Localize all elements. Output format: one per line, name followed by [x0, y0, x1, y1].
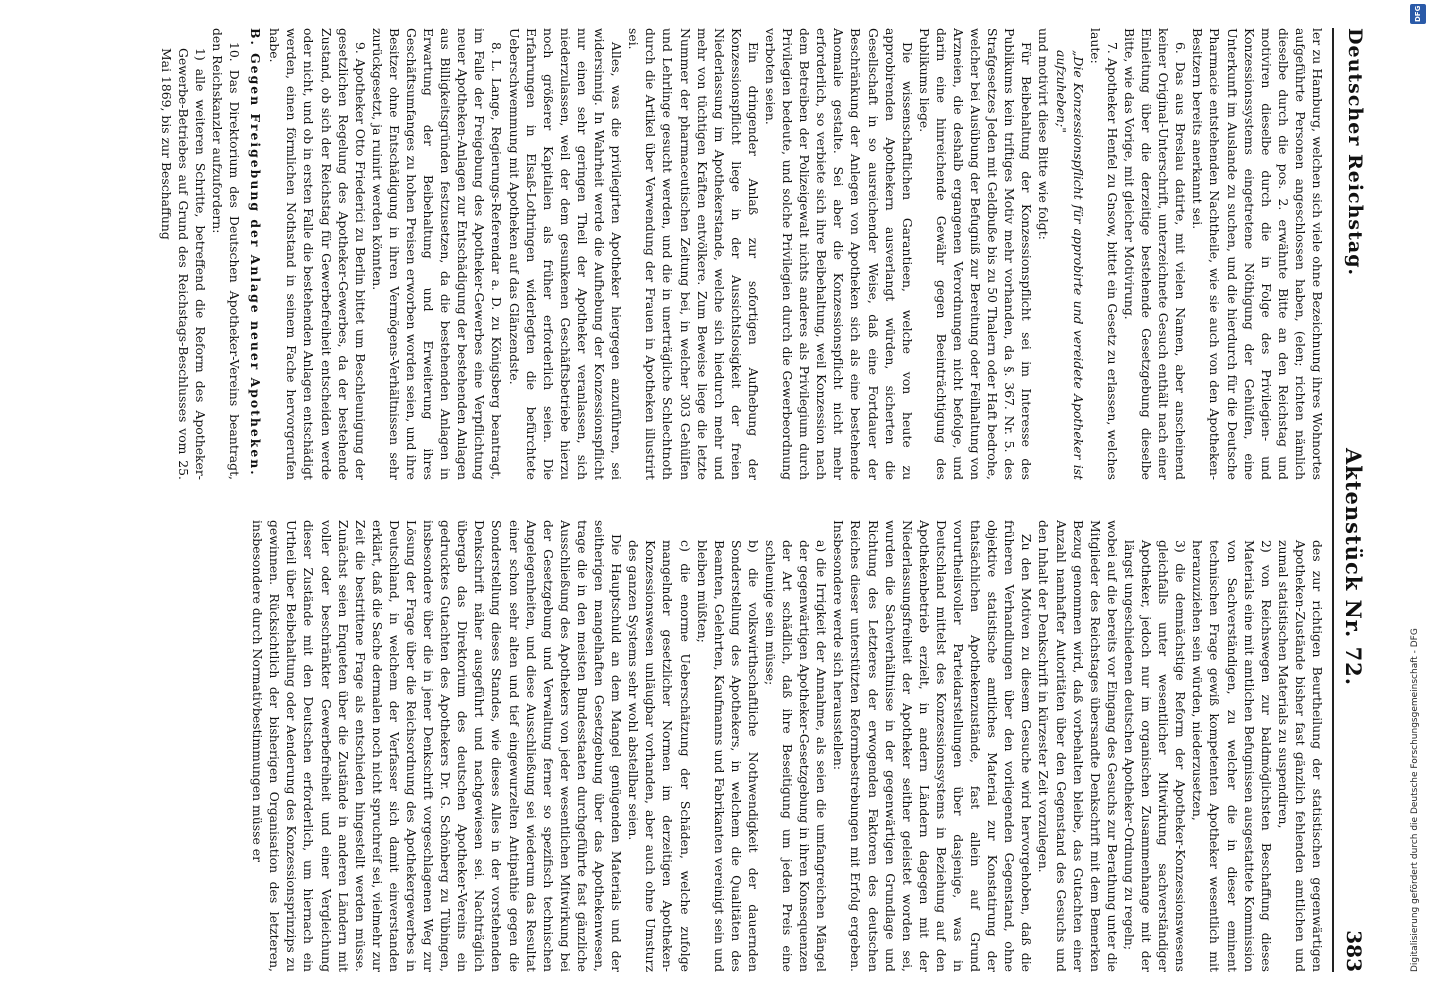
header-rule [1332, 28, 1334, 972]
text-paragraph: Alles, was die privilegirten Apotheker hiergegen anzuführen, sei widersinnig. In Wahrheit werde die Aufhebung der Konzessionspflicht nur einen sehr geringen Theil der Apotheker veranlassen, sich niederzulassen, weil der dem gesunkenen Geschäftsbetriebe hierzu noch größerer Kapitalien als früher erforderlich seien. Die Erfahrungen in Elsaß-Lothringen widerlegten die befürchtete Ueberschwemmung mit Apotheken auf das Glänzendste. [506, 28, 625, 480]
text-paragraph: 3) die demnächstige Reform der Apotheker-Konzessionswesens gleichfalls unter wesentlicher Mitwirkung sachverständiger Apotheker, jedoch nur im organischen Zusammenhange mit der längst ungeschiedenen deutschen Apotheker-Ordnung zu regeln; [1121, 540, 1189, 972]
text-paragraph: 2) von Reichswegen zur baldmöglichsten Beschaffung dieses Materials eine mit amtlichen Befugnissen ausgestattete Kommission von Sachverständigen, zu welcher die in dieser eminent technischen Frage gewiß kompetenten Apotheker wesentlich mit heranzuziehen sein würden, niederzusetzen, [1190, 540, 1274, 972]
text-paragraph: 10. Das Direktorium des Deutschen Apotheker-Vereins beantragt, den Reichskanzler aufzufordern: [210, 28, 243, 480]
text-paragraph: wobei auf die bereits vor Eingang des Gesuchs zur Berathung unter die Mitglieder des Reichstages übersandte Denkschrift mit dem Bemerken Bezug genommen wird, daß vorbehalten bleibe, das Gutachten einer Anzahl namhafter Autoritäten über den Gegenstand des Gesuchs und den Inhalt der Denkschrift in kürzester Zeit vorzulegen. [1036, 520, 1120, 972]
text-paragraph: und motivirt diese Bitte wie folgt: [1036, 28, 1052, 240]
digitization-sidebar [1408, 28, 1428, 972]
text-paragraph: 7. Apotheker Henfel zu Gnsow, bittet ein Gesetz zu erlassen, welches laute: [1087, 28, 1120, 480]
text-paragraph: a) die Irrigkeit der Annahme, als seien die umfangreichen Mängel der gegenwärtigen Apotheker-Gesetzgebung in ihren Konsequenzen der Art schädlich, daß ihre Beseitigung um jeden Preis eine schleunige sein müsse; [763, 540, 830, 972]
document-number: Aktenstück Nr. 72. [1341, 448, 1366, 687]
text-paragraph: ler zu Hamburg, welchen sich viele ohne Bezeichnung ihres Wohnortes aufgeführte Personen angeschlossen haben, (elen; richten nämlich dieselbe durch die pos. 2. erwähnte Bitte an den Reichstag und motiviren dieselbe durch die in Folge des Privilegien- und Konzessionssystems eingetretene Nöthigung der Gehülfen, eine Unterkunft im Auslande zu suchen, und die hierdurch für die Deutsche Pharmacie entstehenden Nachtheile, wie sie auch von den Apotheken-Besitzern bereits anerkannt sei. [1190, 28, 1325, 480]
text-paragraph: 9. Apotheker Otto Friederici zu Berlin bittet um Beschleunigung der gesetzlichen Regelung des Apotheker-Gewerbes, da der bestehende Zustand, ob sich der Reichstag für Gewerbefreiheit entscheiden werde oder nicht, und ob in ersten Falle die bestehenden Anlagen entschädigt werden, einen förmlichen Nothstand in seinem Fache hervorgerufen habe. [267, 28, 368, 480]
text-paragraph: Für Beibehaltung der Konzessionspflicht sei im Interesse des Publikums kein triftiges Motiv mehr vorhanden, da §. 367. Nr. 5. des Strafgesetzes Jeden mit Geldbuße bis zu 50 Thalern oder Haft bedrohe, welcher bei Ausübung der Befugniß zur Bereitung oder Feilhaltung von Arzneien, die deshalb ergangenen Verordnungen nicht befolge, und darin eine hinreichende Gewähr gegen Beeinträchtigung des Publikums liege. [916, 28, 1035, 480]
text-paragraph: Ein dringender Anlaß zur sofortigen Aufhebung der Konzessionspflicht liege in der Aussichtslosigkeit der freien Niederlassung im Apothekerstande, welche sich hiedurch mehr und mehr von tüchtigen Kräften entvölkere. Zum Beweise liege die letzte Nummer der pharmaceutischen Zeitung bei, in welcher 303 Gehülfen und Lehrlinge gesucht werden, und die in unerträgliche Schlechtnoth durch die Artikel über Verwendung der Frauen in Apotheken illustrirt sei. [626, 28, 761, 480]
text-paragraph: Die wissenschaftlichen Garantieen, welche von heute zu approbirenden Apothekern ausverlangt würden, sicherten die Gesellschaft in so ausreichender Weise, daß eine Fortdauer der Beschränkung der Anlegen von Apotheken sich als eine bestehende Anomalie gestalte. Sei aber die Konzessionspflicht nicht mehr erforderlich, so verbiete sich ihre Beibehaltung, weil Konzession nach dem Betreiben der Polizeigewalt nichts anderes als Privilegium durch Privilegien bedeute, und solche Privilegien durch die Gewerbeordnung verboten seien. [763, 28, 915, 480]
digitization-credit: Digitalisierung gefördert durch die Deutsche Forschungsgemeinschaft - DFG [1410, 628, 1420, 972]
page-number: 383 [1342, 930, 1366, 972]
running-title: Deutscher Reichstag. [1344, 28, 1366, 277]
section-heading: B. Gegen Freigebung der Anlage neuer Apotheken. [248, 28, 264, 477]
text-column-right [0, 520, 1326, 972]
dfg-logo-icon: DFG [1410, 4, 1426, 24]
text-column-left [0, 28, 1326, 480]
page-header [1336, 28, 1366, 972]
text-paragraph: 6. Das aus Breslau datirte, mit vielen Namen, aber anscheinend keiner Original-Unterschrift, unterzeichnete Gesuch enthält nach einer Einleitung über die derzeitige bestehende Gesetzgebung dieselbe Bitte, wie das Vorige, mit gleicher Motivirung. [1121, 28, 1189, 480]
text-paragraph: des zur richtigen Beurtheilung der statistischen gegenwärtigen Apotheken-Zustände bisher fast gänzlich fehlenden amtlichen und zumal statistischen Materials zu suspendiren, [1275, 540, 1325, 972]
text-paragraph: c) die enorme Ueberschätzung der Schäden, welche zufolge mangelnder gesetzlicher Normen im derzeitigen Apotheken-Konzessionswesen unläugbar vorhanden, aber auch ohne Umsturz des ganzen Systems sehr wohl abstellbar seien. [626, 540, 693, 972]
text-paragraph: „Die Konzessionspflicht für approbirte und vereidete Apotheker ist aufzuheben;" [1053, 50, 1086, 480]
text-paragraph: 1) alle weiteren Schritte, betreffend die Reform des Apotheker-Gewerbe-Betriebes auf Grund des Reichstags-Beschlusses vom 25. Mai 1869, bis zur Beschaffung [158, 48, 208, 480]
text-paragraph: Zu den Motiven zu diesem Gesuche wird hervorgehoben, daß die früheren Verhandlungen über den vorliegenden Gegenstand, ohne objektive statistische amtliches Material zur Konstatirung der thatsächlichen Apothekenzustände, fast allein auf Grund vorurtheilsvoller Parteidarstellungen über dasjenige, was in Deutschland mittelst des Konzessionssystems in Beziehung auf den Apothekenbetrieb erzielt, in andern Ländern dagegen mit der Niederlassungsfreiheit der Apotheker seither geleistet worden sei, wurden die Sachverhältnisse in der gegenwärtigen Grundlage und Richtung des Letzteres der erwogenden Faktoren des deutschen Reiches dieser unterstützten Reformbestrebungen mit Erfolg ergeben. Insbesondere werde sich herausstellen: [831, 520, 1035, 972]
text-paragraph: Die Hauptschuld an dem Mangel genügenden Materials und der seitherigen mangelhaften Gesetzgebung über das Apothekenwesen, trage die in den meisten Bundesstaaten durchgeführte fast gänzliche Ausschließung des Apothekers von jeder wesentlichen Mitwirkung bei der Gesetzgebung und Verwaltung ferner so spezifisch technischen Angelegenheiten, und diese Ausschließung sei wiederum das Resultat einer schon sehr alten und tief eingewurzelten Antipathie gegen die Sonderstellung dieses Standes, wie dieses Alles in der vorstehenden Denkschrift näher ausgeführt und nachgewiesen sei. Nachträglich übergab das Direktorium des deutschen Apotheker-Vereins ein gedrucktes Gutachten des Apothekers Dr. G. Schönberg zu Tübingen, insbesondere über die in jener Denkschrift vorgeschlagenen Weg zur Lösung der Frage über die Reichsordnung des Apothekergewerbes in Deutschland, in welchem der Verfasser sich damit einverstanden erklärt, daß die Sache dermalen noch nicht spruchreif sei, vielmehr zur Zeit die bestrittene Frage als entschieden hingestellt werden müsse. Zunächst seien Enqueten über die Zustände in anderen Ländern mit voller oder beschränkter Gewerbefreiheit und einer Vergleichung dieser Zustände mit den Deutschen erforderlich, um hiernach ein Urtheil über Beibehaltung oder Aenderung des Konzessionsprinzips zu gewinnen. Rücksichtlich der bisherigen Organisation des letzteren, insbesondere durch Normativbestimmungen müsse er [250, 520, 625, 972]
text-paragraph: 8. L. Lange, Regierungs-Referendar a. D. zu Königsberg beantragt, im Falle der Freigebung des Apotheker-Gewerbes eine Verpflichtung neuer Apotheken-Anlagen zur Entschädigung der bestehenden Anlagen aus Billigkeitsgründen festzusetzen, da die bestehenden Anlagen in Erwartung der Beibehaltung und Erweiterung ihres Geschäftsumfanges zu hohen Preisen erworben worden seien, und ihre Besitzer ohne Entschädigung in ihren Vermögens-Verhältnissen sehr zurückgesetzt, ja ruinirt werden könnten. [369, 28, 505, 480]
text-paragraph: b) die volkswirthschaftliche Nothwendigkeit der dauernden Sonderstellung des Apothekers, in welchem die Qualitäten des Beamten, Gelehrten, Kaufmanns und Fabrikanten vereinigt sein und bleiben müßten; [694, 540, 761, 972]
